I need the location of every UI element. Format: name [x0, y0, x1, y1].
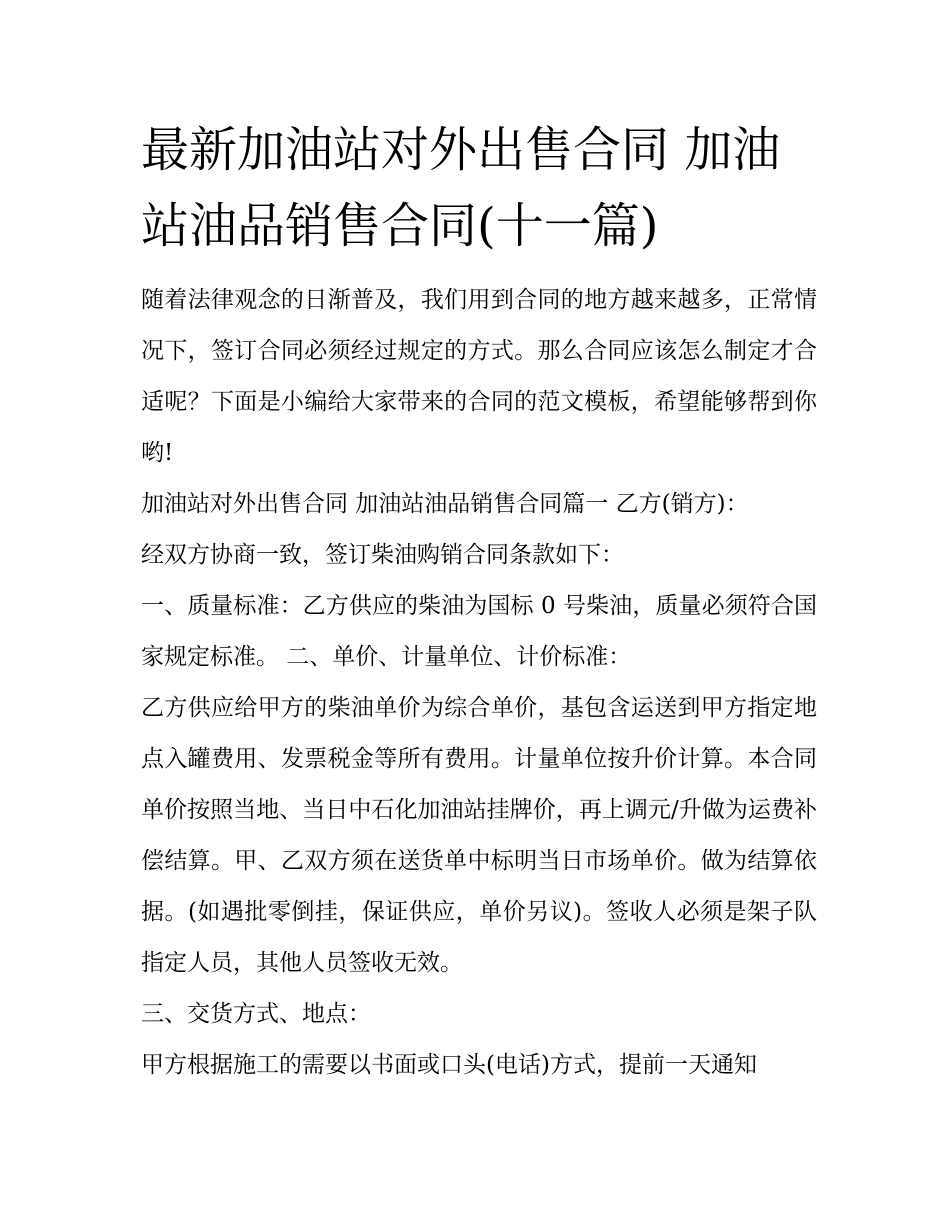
intro-paragraph: 随着法律观念的日渐普及，我们用到合同的地方越来越多，正常情况下，签订合同必须经过规定的方式。那么合同应该怎么制定才合适呢？下面是小编给大家带来的合同的范文模板，希望能够帮到你哟! [141, 287, 817, 466]
quality-standard-paragraph: 一、质量标准：乙方供应的柴油为国标 0 号柴油，质量必须符合国家规定标准。 二、单价、计量单位、计价标准： [141, 593, 817, 670]
section-heading-paragraph: 加油站对外出售合同 加油站油品销售合同篇一 乙方(销方)： [141, 491, 749, 517]
document-body [141, 275, 817, 1091]
delivery-paragraph: 甲方根据施工的需要以书面或口头(电话)方式，提前一天通知 [141, 1052, 757, 1078]
delivery-heading-paragraph: 三、交货方式、地点： [141, 1001, 371, 1027]
document-title: 最新加油站对外出售合同 加油站油品销售合同(十一篇) [141, 122, 781, 254]
agreement-paragraph: 经双方协商一致，签订柴油购销合同条款如下： [141, 542, 624, 568]
pricing-paragraph: 乙方供应给甲方的柴油单价为综合单价，基包含运送到甲方指定地点入罐费用、发票税金等所有费用。计量单位按升价计算。本合同单价按照当地、当日中石化加油站挂牌价，再上调元/升做为运费补偿结算。甲、乙双方须在送货单中标明当日市场单价。做为结算依据。(如遇批零倒挂，保证供应，单价另议)。签收人必须是架子队指定人员，其他人员签收无效。 [141, 695, 817, 976]
